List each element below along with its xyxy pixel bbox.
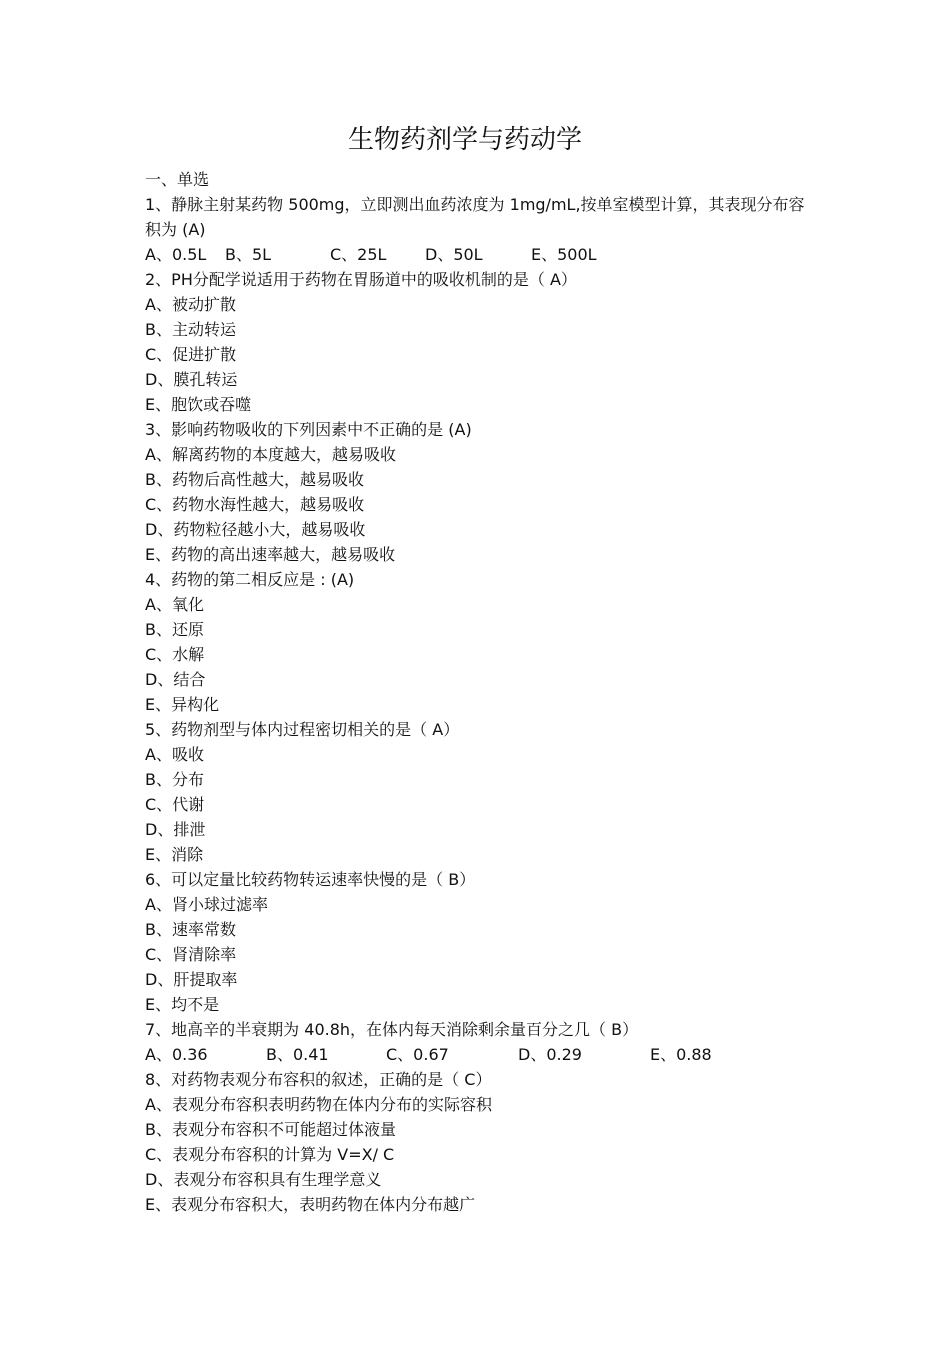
option: D、0.29 bbox=[518, 1045, 582, 1064]
option: A、0.5L bbox=[145, 245, 207, 264]
option: E、消除 bbox=[145, 845, 204, 864]
option: C、表观分布容积的计算为 V=X/ C bbox=[145, 1145, 395, 1164]
option: E、均不是 bbox=[145, 995, 220, 1014]
option: A、氧化 bbox=[145, 595, 204, 614]
option: A、解离药物的本度越大，越易吸收 bbox=[145, 445, 396, 464]
option: C、肾清除率 bbox=[145, 945, 237, 964]
question-stem-8: 8、对药物表观分布容积的叙述，正确的是（ C） bbox=[145, 1070, 492, 1089]
option: D、50L bbox=[425, 245, 483, 264]
question-stem-4: 4、药物的第二相反应是 : (A) bbox=[145, 570, 355, 589]
option: C、25L bbox=[330, 245, 387, 264]
option: E、药物的高出速率越大，越易吸收 bbox=[145, 545, 396, 564]
page-title: 生物药剂学与药动学 bbox=[347, 125, 582, 155]
option: A、0.36 bbox=[145, 1045, 208, 1064]
option: D、结合 bbox=[145, 670, 206, 689]
option: D、药物粒径越小大，越易吸收 bbox=[145, 520, 366, 539]
option: D、肝提取率 bbox=[145, 970, 238, 989]
question-stem-3: 3、影响药物吸收的下列因素中不正确的是 (A) bbox=[145, 420, 472, 439]
option: E、胞饮或吞噬 bbox=[145, 395, 252, 414]
option: B、速率常数 bbox=[145, 920, 236, 939]
option: E、500L bbox=[531, 245, 597, 264]
section-heading: 一、单选 bbox=[145, 170, 210, 189]
option: E、表观分布容积大，表明药物在体内分布越广 bbox=[145, 1195, 476, 1214]
option: B、主动转运 bbox=[145, 320, 236, 339]
option: E、异构化 bbox=[145, 695, 220, 714]
question-stem-6: 6、可以定量比较药物转运速率快慢的是（ B） bbox=[145, 870, 476, 889]
question-options-7 bbox=[145, 1042, 805, 1067]
option: C、代谢 bbox=[145, 795, 205, 814]
option: C、药物水海性越大，越易吸收 bbox=[145, 495, 365, 514]
question-options-1 bbox=[145, 242, 805, 267]
question-stem-5: 5、药物剂型与体内过程密切相关的是（ A） bbox=[145, 720, 460, 739]
option: E、0.88 bbox=[650, 1045, 712, 1064]
option: B、0.41 bbox=[266, 1045, 329, 1064]
option: A、肾小球过滤率 bbox=[145, 895, 268, 914]
question-stem-7: 7、地高辛的半衰期为 40.8h，在体内每天消除剩余量百分之几（ B） bbox=[145, 1020, 639, 1039]
option: A、表观分布容积表明药物在体内分布的实际容积 bbox=[145, 1095, 492, 1114]
option: B、5L bbox=[225, 245, 272, 264]
question-stem-1: 1、静脉主射某药物 500mg，立即测出血药浓度为 1mg/mL,按单室模型计算，其表现分布容积为 (A) bbox=[145, 195, 805, 239]
option: D、表观分布容积具有生理学意义 bbox=[145, 1170, 382, 1189]
question-stem-2: 2、PH分配学说适用于药物在胃肠道中的吸收机制的是（ A） bbox=[145, 270, 577, 289]
option: B、药物后高性越大，越易吸收 bbox=[145, 470, 364, 489]
option: D、排泄 bbox=[145, 820, 206, 839]
option: C、0.67 bbox=[386, 1045, 449, 1064]
option: A、吸收 bbox=[145, 745, 204, 764]
option: C、促进扩散 bbox=[145, 345, 237, 364]
option: B、分布 bbox=[145, 770, 204, 789]
option: B、表观分布容积不可能超过体液量 bbox=[145, 1120, 396, 1139]
option: D、膜孔转运 bbox=[145, 370, 238, 389]
question-list bbox=[145, 167, 805, 1217]
option: C、水解 bbox=[145, 645, 205, 664]
option: A、被动扩散 bbox=[145, 295, 236, 314]
option: B、还原 bbox=[145, 620, 204, 639]
